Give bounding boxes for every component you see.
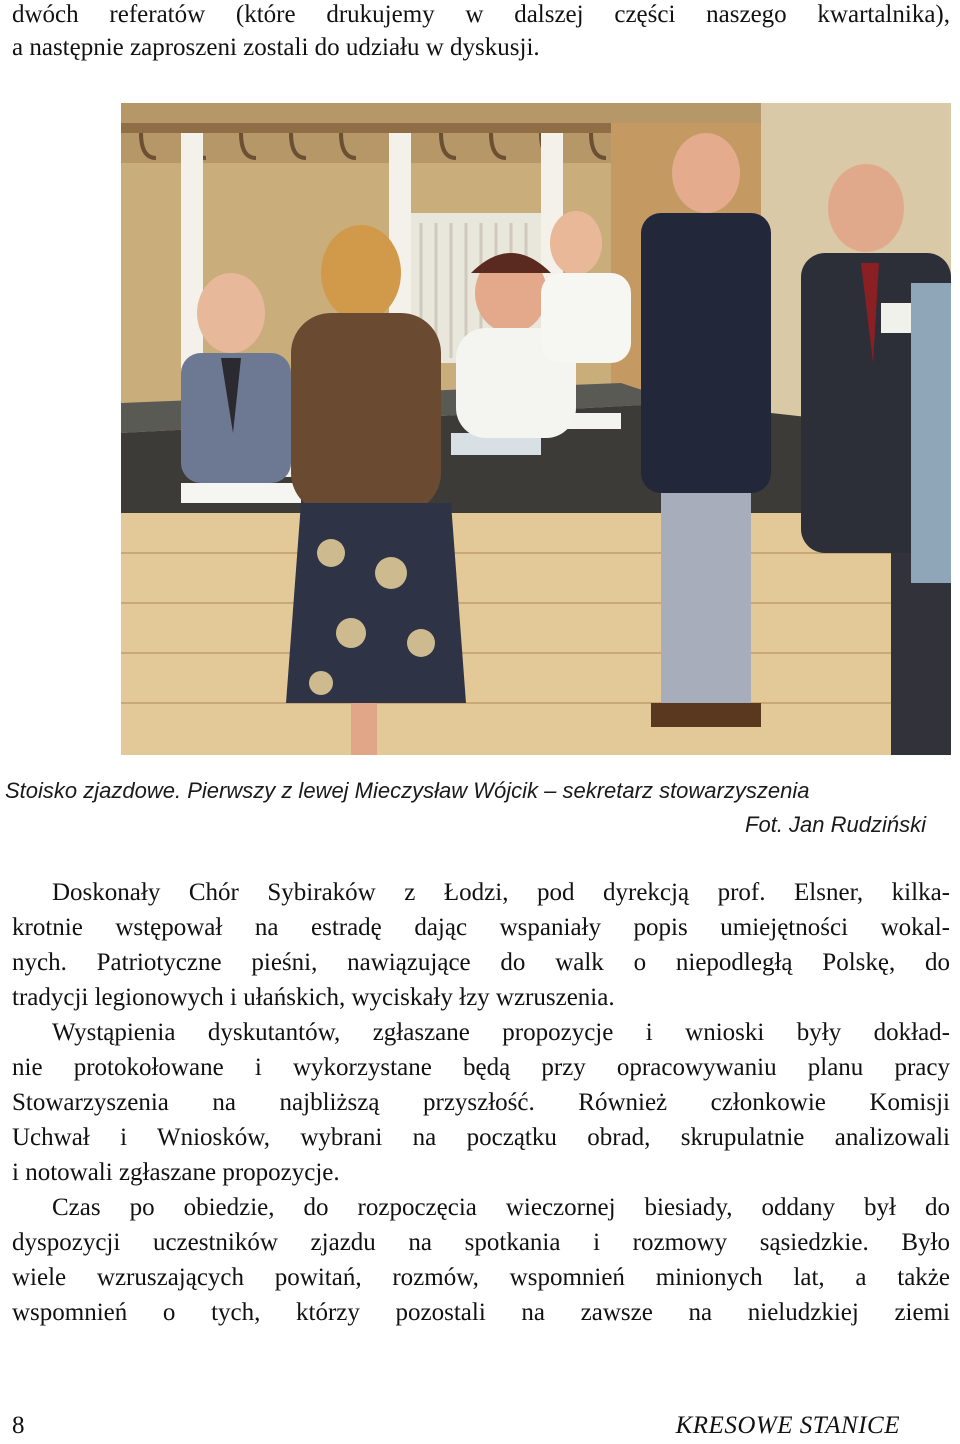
body-line-6: nie protokołowane i wykorzystane będą przy opracowywaniu planu pracy xyxy=(12,1054,950,1081)
journal-name: KRESOWE STANICE xyxy=(675,1412,900,1439)
body-line-9: i notowali zgłaszane propozycje. xyxy=(12,1159,340,1186)
body-line-11: dyspozycji uczestników zjazdu na spotkania i rozmowy sąsiedzkie. Było xyxy=(12,1229,950,1256)
body-line-7: Stowarzyszenia na najbliższą przyszłość. Również członkowie Komisji xyxy=(12,1089,950,1116)
body-line-13: wspomnień o tych, którzy pozostali na zawsze na nieludzkiej ziemi xyxy=(12,1299,950,1326)
body-line-12: wiele wzruszających powitań, rozmów, wspomnień minionych lat, a także xyxy=(12,1264,950,1291)
photo-credit: Fot. Jan Rudziński xyxy=(745,812,926,837)
body-line-8: Uchwał i Wniosków, wybrani na początku obrad, skrupulatnie analizowali xyxy=(12,1124,950,1151)
intro-line-2: a następnie zaproszeni zostali do udziału w dyskusji. xyxy=(12,34,540,61)
intro-line-1: dwóch referatów (które drukujemy w dalszej części naszego kwartalnika), xyxy=(12,1,950,28)
body-line-2: krotnie wstępował na estradę dając wspaniały popis umiejętności wokal- xyxy=(12,914,950,941)
body-line-4: tradycji legionowych i ułańskich, wyciskały łzy wzruszenia. xyxy=(12,984,615,1011)
photo-caption: Stoisko zjazdowe. Pierwszy z lewej Mieczysław Wójcik – sekretarz stowarzyszenia xyxy=(5,778,810,803)
body-line-10: Czas po obiedzie, do rozpoczęcia wieczornej biesiady, oddany był do xyxy=(52,1194,950,1221)
body-line-5: Wystąpienia dyskutantów, zgłaszane propozycje i wnioski były dokład- xyxy=(52,1019,950,1046)
body-line-1: Doskonały Chór Sybiraków z Łodzi, pod dyrekcją prof. Elsner, kilka- xyxy=(52,879,950,906)
photo xyxy=(121,103,951,755)
body-line-3: nych. Patriotyczne pieśni, nawiązujące do walk o niepodległą Polskę, do xyxy=(12,949,950,976)
page-number: 8 xyxy=(12,1412,25,1439)
